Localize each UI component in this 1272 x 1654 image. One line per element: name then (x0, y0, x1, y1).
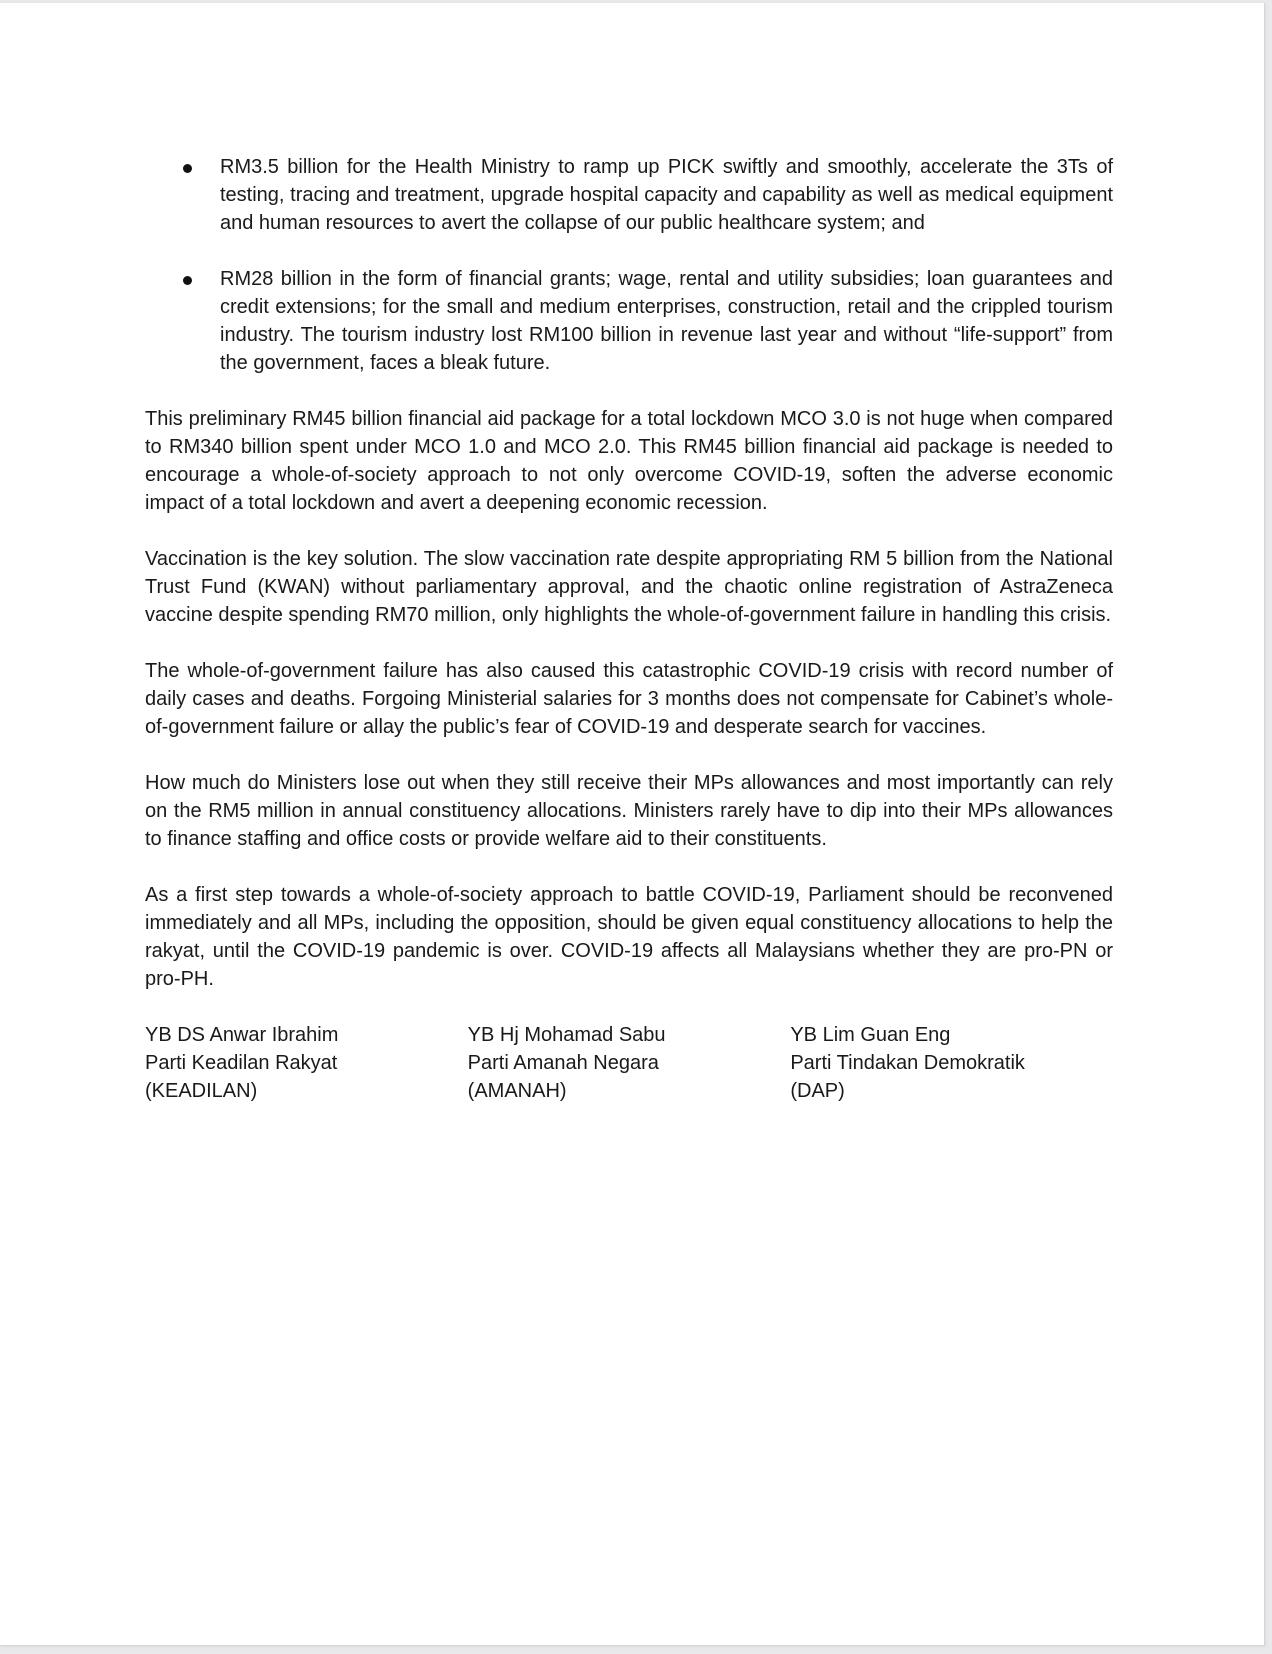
paragraph: Vaccination is the key solution. The slow vaccination rate despite appropriating RM 5 billion from the National Trust Fund (KWAN) without parliamentary approval, and the chaotic online registration of AstraZeneca vaccine despite spending RM70 million, only highlights the whole-of-government failure in handling this crisis. (145, 548, 1113, 626)
paragraph: The whole-of-government failure has also caused this catastrophic COVID-19 crisis with record number of daily cases and deaths. Forgoing Ministerial salaries for 3 months does not compensate for Cabinet’s whole-of-government failure or allay the public’s fear of COVID-19 and desperate search for vaccines. (145, 660, 1113, 738)
signatory-name: YB DS Anwar Ibrahim (145, 1024, 339, 1046)
bullet-dot-icon (183, 276, 192, 285)
paragraph: How much do Ministers lose out when they still receive their MPs allowances and most importantly can rely on the RM5 million in annual constituency allocations. Ministers rarely have to dip into their MPs allowances to finance staffing and office costs or provide welfare aid to their constituents. (145, 772, 1113, 850)
paragraph: This preliminary RM45 billion financial aid package for a total lockdown MCO 3.0 is not huge when compared to RM340 billion spent under MCO 1.0 and MCO 2.0. This RM45 billion financial aid package is needed to encourage a whole-of-society approach to not only overcome COVID-19, soften the adverse economic impact of a total lockdown and avert a deepening economic recession. (145, 408, 1113, 514)
signatory-amanah (468, 1021, 791, 1105)
bullet-item (145, 265, 1113, 377)
signatory-dap (790, 1021, 1113, 1105)
document-page (0, 3, 1265, 1646)
bullet-text: RM3.5 billion for the Health Ministry to ramp up PICK swiftly and smoothly, accelerate the 3Ts of testing, tracing and treatment, upgrade hospital capacity and capability as well as medical equipment and human resources to avert the collapse of our public healthcare system; and (220, 156, 1113, 234)
bullet-text: RM28 billion in the form of financial grants; wage, rental and utility subsidies; loan guarantees and credit extensions; for the small and medium enterprises, construction, retail and the crippled tourism industry. The tourism industry lost RM100 billion in revenue last year and without “life-support” from the government, faces a bleak future. (220, 268, 1113, 374)
signatory-party: Parti Tindakan Demokratik (790, 1052, 1025, 1074)
signatory-name: YB Lim Guan Eng (790, 1024, 951, 1046)
signatory-party-abbr: (DAP) (790, 1080, 845, 1102)
signatory-keadilan (145, 1021, 468, 1105)
signatory-party-abbr: (AMANAH) (467, 1080, 567, 1102)
document-body (145, 153, 1113, 1105)
paragraph: As a first step towards a whole-of-society approach to battle COVID-19, Parliament should be reconvened immediately and all MPs, including the opposition, should be given equal constituency allocations to help the rakyat, until the COVID-19 pandemic is over. COVID-19 affects all Malaysians whether they are pro-PN or pro-PH. (145, 884, 1113, 990)
bullet-item (145, 153, 1113, 237)
signature-block (145, 1021, 1113, 1105)
funding-bullet-list (145, 153, 1113, 377)
signatory-party: Parti Amanah Negara (467, 1052, 659, 1074)
signatory-party: Parti Keadilan Rakyat (145, 1052, 338, 1074)
bullet-dot-icon (183, 164, 192, 173)
signatory-name: YB Hj Mohamad Sabu (467, 1024, 666, 1046)
signatory-party-abbr: (KEADILAN) (145, 1080, 258, 1102)
